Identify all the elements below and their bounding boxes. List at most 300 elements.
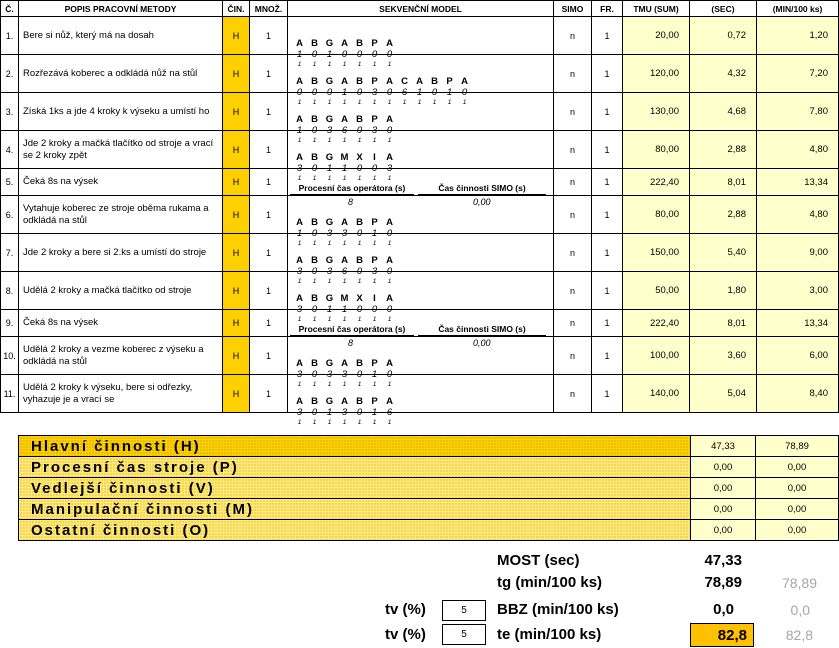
seq-frequency-mark: 1	[342, 60, 347, 68]
summary-min: 0,00	[756, 499, 839, 520]
table-row	[1, 55, 839, 93]
table-row	[1, 234, 839, 272]
seq-index[interactable]: 0	[356, 265, 363, 277]
seq-frequency-mark: 1	[357, 418, 362, 426]
seq-index[interactable]: 3	[326, 124, 333, 136]
col-header-simo: SIMO	[554, 1, 592, 17]
quantity[interactable]: 1	[250, 131, 288, 169]
seq-letter: B	[311, 357, 318, 369]
seq-index[interactable]: 0	[386, 86, 393, 98]
summary-min: 0,00	[756, 478, 839, 499]
seq-letter: B	[311, 151, 318, 163]
seq-letter: A	[296, 75, 303, 87]
frequency[interactable]: 1	[592, 337, 623, 375]
seq-frequency-mark: 1	[372, 380, 377, 388]
seq-letter: X	[356, 151, 363, 163]
summary-min: 0,00	[756, 520, 839, 541]
seq-letter: A	[341, 254, 348, 266]
operator-process-time-value[interactable]: 8	[348, 338, 354, 348]
seq-letter: A	[461, 75, 468, 87]
activity-code[interactable]: H	[223, 234, 250, 272]
operator-process-time-value[interactable]: 8	[348, 197, 354, 207]
time-min-100ks: 8,40	[757, 375, 839, 413]
seq-index[interactable]: 6	[401, 86, 408, 98]
seq-letter: A	[386, 113, 393, 125]
tv-input-1[interactable]: 5	[442, 600, 486, 621]
table-header-row	[1, 1, 839, 17]
quantity[interactable]: 1	[250, 17, 288, 55]
seq-letter: A	[296, 37, 303, 49]
seq-letter: P	[371, 216, 378, 228]
seq-frequency-mark: 1	[387, 60, 392, 68]
seq-index[interactable]: 1	[326, 303, 333, 315]
simo-time-value: 0,00	[473, 197, 491, 207]
method-description[interactable]: Udělá 2 kroky a vezme koberec z výseku a odkládá na stůl	[19, 337, 223, 375]
seq-letter: G	[325, 292, 334, 304]
seq-index[interactable]: 0	[356, 406, 363, 418]
activity-code[interactable]: H	[223, 17, 250, 55]
seq-frequency-mark: 1	[342, 136, 347, 144]
seq-frequency-mark: 1	[312, 174, 317, 182]
seq-index[interactable]: 1	[341, 162, 348, 174]
summary-label: Manipulační činnosti (M)	[19, 499, 691, 520]
summary-row	[19, 478, 839, 499]
seq-index[interactable]: 0	[386, 265, 393, 277]
seq-frequency-mark: 1	[387, 418, 392, 426]
sequence-cell	[288, 196, 554, 247]
seq-index[interactable]: 1	[341, 86, 348, 98]
seq-frequency-mark: 1	[327, 98, 332, 106]
time-min-100ks: 3,00	[757, 272, 839, 310]
quantity[interactable]: 1	[250, 55, 288, 93]
seq-index[interactable]: 3	[371, 265, 378, 277]
seq-letter: A	[341, 37, 348, 49]
seq-frequency-mark: 1	[387, 239, 392, 247]
seq-letter: G	[325, 216, 334, 228]
seq-frequency-mark: 1	[312, 60, 317, 68]
seq-index[interactable]: 0	[311, 48, 318, 60]
seq-index[interactable]: 1	[296, 124, 303, 136]
quantity[interactable]: 1	[250, 337, 288, 375]
frequency[interactable]: 1	[592, 310, 623, 337]
time-sec: 2,88	[690, 196, 757, 234]
seq-letter: I	[373, 151, 376, 163]
simo-time-value: 0,00	[473, 338, 491, 348]
frequency[interactable]: 1	[592, 234, 623, 272]
seq-index[interactable]: 0	[356, 124, 363, 136]
simo-flag[interactable]: n	[554, 93, 592, 131]
seq-index[interactable]: 0	[311, 303, 318, 315]
seq-index[interactable]: 3	[296, 368, 303, 380]
seq-index[interactable]: 3	[341, 368, 348, 380]
seq-frequency-mark: 1	[327, 136, 332, 144]
tmu-sum: 20,00	[623, 17, 690, 55]
seq-index[interactable]: 0	[431, 86, 438, 98]
seq-letter: A	[386, 75, 393, 87]
simo-flag[interactable]: n	[554, 55, 592, 93]
table-row	[1, 17, 839, 55]
col-header-act: ČIN.	[223, 1, 250, 17]
method-description[interactable]: Čeká 8s na výsek	[19, 169, 223, 196]
sequence-cell	[288, 17, 554, 68]
tv-label-2: tv (%)	[385, 626, 426, 643]
seq-frequency-mark: 1	[312, 418, 317, 426]
seq-index[interactable]: 0	[311, 265, 318, 277]
tv-input-2[interactable]: 5	[442, 624, 486, 645]
seq-index[interactable]: 6	[386, 406, 393, 418]
seq-index[interactable]: 0	[311, 406, 318, 418]
seq-frequency-mark: 1	[387, 277, 392, 285]
frequency[interactable]: 1	[592, 272, 623, 310]
seq-index[interactable]: 0	[311, 162, 318, 174]
table-row	[1, 169, 839, 196]
seq-index[interactable]: 1	[446, 86, 453, 98]
method-description[interactable]: Udělá 2 kroky k výseku, bere si odřezky, vyhazuje je a vrací se	[19, 375, 223, 413]
seq-index[interactable]: 3	[371, 86, 378, 98]
quantity[interactable]: 1	[250, 375, 288, 413]
seq-index[interactable]: 0	[386, 303, 393, 315]
col-header-num: Č.	[1, 1, 19, 17]
seq-letter: B	[356, 37, 363, 49]
seq-index[interactable]: 0	[371, 48, 378, 60]
seq-index[interactable]: 1	[296, 48, 303, 60]
tg-grey-value: 78,89	[781, 575, 817, 591]
time-min-100ks: 4,80	[757, 131, 839, 169]
seq-letter: P	[371, 357, 378, 369]
summary-min: 78,89	[756, 436, 839, 457]
seq-letter: B	[356, 113, 363, 125]
seq-index[interactable]: 1	[341, 303, 348, 315]
seq-index[interactable]: 3	[326, 368, 333, 380]
summary-row	[19, 436, 839, 457]
time-sec: 2,88	[690, 131, 757, 169]
seq-index[interactable]: 0	[296, 86, 303, 98]
seq-letter: P	[371, 113, 378, 125]
time-sec: 8,01	[690, 169, 757, 196]
activity-code[interactable]: H	[223, 131, 250, 169]
col-header-sec: (SEC)	[690, 1, 757, 17]
frequency[interactable]: 1	[592, 17, 623, 55]
method-description[interactable]: Udělá 2 kroky a mačká tlačítko od stroje	[19, 272, 223, 310]
method-description[interactable]: Jde 2 kroky a bere si 2.ks a umístí do stroje	[19, 234, 223, 272]
tmu-sum: 80,00	[623, 131, 690, 169]
summary-row	[19, 520, 839, 541]
seq-frequency-mark: 1	[357, 380, 362, 388]
row-number: 7.	[1, 234, 19, 272]
seq-frequency-mark: 1	[402, 98, 407, 106]
seq-index[interactable]: 0	[371, 162, 378, 174]
activity-code[interactable]: H	[223, 196, 250, 234]
seq-letter: M	[340, 292, 349, 304]
activity-code[interactable]: H	[223, 337, 250, 375]
tmu-sum: 140,00	[623, 375, 690, 413]
seq-index[interactable]: 0	[356, 303, 363, 315]
seq-index[interactable]: 0	[311, 124, 318, 136]
seq-letter: A	[341, 395, 348, 407]
seq-frequency-mark: 1	[327, 239, 332, 247]
seq-letter: A	[386, 254, 393, 266]
seq-letter: A	[341, 357, 348, 369]
summary-sec: 0,00	[691, 457, 756, 478]
seq-letter: B	[356, 216, 363, 228]
time-sec: 8,01	[690, 310, 757, 337]
activity-code[interactable]: H	[223, 375, 250, 413]
simo-flag[interactable]: n	[554, 375, 592, 413]
seq-index[interactable]: 3	[326, 265, 333, 277]
seq-frequency-mark: 1	[372, 239, 377, 247]
seq-index[interactable]: 0	[386, 227, 393, 239]
seq-index[interactable]: 0	[311, 227, 318, 239]
seq-frequency-mark: 1	[357, 98, 362, 106]
seq-letter: A	[296, 254, 303, 266]
quantity[interactable]: 1	[250, 234, 288, 272]
seq-letter: G	[325, 357, 334, 369]
seq-frequency-mark: 1	[432, 98, 437, 106]
time-sec: 5,04	[690, 375, 757, 413]
seq-letter: B	[311, 292, 318, 304]
seq-letter: G	[325, 113, 334, 125]
seq-letter: B	[311, 75, 318, 87]
activity-summary-table	[18, 435, 839, 541]
seq-index[interactable]: 0	[311, 86, 318, 98]
row-number: 5.	[1, 169, 19, 196]
simo-flag[interactable]: n	[554, 310, 592, 337]
seq-letter: A	[296, 395, 303, 407]
seq-frequency-mark: 1	[447, 98, 452, 106]
seq-letter: A	[386, 37, 393, 49]
quantity[interactable]: 1	[250, 169, 288, 196]
seq-letter: A	[386, 151, 393, 163]
seq-index[interactable]: 3	[296, 406, 303, 418]
seq-frequency-mark: 1	[342, 277, 347, 285]
seq-index[interactable]: 0	[386, 368, 393, 380]
seq-index[interactable]: 1	[326, 162, 333, 174]
seq-index[interactable]: 3	[341, 227, 348, 239]
seq-index[interactable]: 0	[386, 124, 393, 136]
seq-frequency-mark: 1	[342, 380, 347, 388]
activity-code[interactable]: H	[223, 93, 250, 131]
tmu-sum: 120,00	[623, 55, 690, 93]
summary-min: 0,00	[756, 457, 839, 478]
method-description[interactable]: Čeká 8s na výsek	[19, 310, 223, 337]
seq-frequency-mark: 1	[357, 174, 362, 182]
time-sec: 3,60	[690, 337, 757, 375]
quantity[interactable]: 1	[250, 310, 288, 337]
seq-index[interactable]: 0	[371, 303, 378, 315]
simo-flag[interactable]: n	[554, 272, 592, 310]
seq-frequency-mark: 1	[372, 418, 377, 426]
seq-index[interactable]: 3	[371, 124, 378, 136]
seq-frequency-mark: 1	[342, 315, 347, 323]
seq-letter: P	[371, 395, 378, 407]
seq-index[interactable]: 0	[341, 48, 348, 60]
seq-index[interactable]: 1	[371, 227, 378, 239]
seq-letter: B	[311, 37, 318, 49]
seq-frequency-mark: 1	[312, 380, 317, 388]
frequency[interactable]: 1	[592, 55, 623, 93]
seq-letter: B	[311, 113, 318, 125]
seq-frequency-mark: 1	[357, 315, 362, 323]
seq-letter: C	[401, 75, 408, 87]
seq-index[interactable]: 0	[356, 48, 363, 60]
seq-frequency-mark: 1	[327, 315, 332, 323]
seq-index[interactable]: 3	[296, 303, 303, 315]
tv-label-1: tv (%)	[385, 601, 426, 618]
method-description[interactable]: Jde 2 kroky a mačká tlačítko od stroje a vrací se 2 kroky zpět	[19, 131, 223, 169]
summary-row	[19, 457, 839, 478]
seq-letter: A	[341, 113, 348, 125]
time-min-100ks: 13,34	[757, 169, 839, 196]
seq-index[interactable]: 1	[296, 227, 303, 239]
seq-frequency-mark: 1	[312, 239, 317, 247]
seq-index[interactable]: 0	[356, 227, 363, 239]
tmu-sum: 150,00	[623, 234, 690, 272]
time-min-100ks: 4,80	[757, 196, 839, 234]
seq-letter: X	[356, 292, 363, 304]
method-description[interactable]: Získá 1ks a jde 4 kroky k výseku a umístí ho	[19, 93, 223, 131]
seq-letter: G	[325, 37, 334, 49]
frequency[interactable]: 1	[592, 93, 623, 131]
seq-index[interactable]: 1	[371, 368, 378, 380]
seq-frequency-mark: 1	[372, 98, 377, 106]
frequency[interactable]: 1	[592, 131, 623, 169]
seq-letter: B	[311, 216, 318, 228]
seq-index[interactable]: 0	[356, 86, 363, 98]
seq-index[interactable]: 3	[296, 162, 303, 174]
seq-letter: A	[386, 395, 393, 407]
seq-index[interactable]: 3	[296, 265, 303, 277]
time-min-100ks: 1,20	[757, 17, 839, 55]
col-header-fr: FR.	[592, 1, 623, 17]
seq-frequency-mark: 1	[312, 315, 317, 323]
method-description[interactable]: Bere si nůž, který má na dosah	[19, 17, 223, 55]
seq-index[interactable]: 0	[326, 86, 333, 98]
seq-frequency-mark: 1	[372, 277, 377, 285]
activity-code[interactable]: H	[223, 169, 250, 196]
te-value: 82,8	[690, 623, 754, 647]
seq-frequency-mark: 1	[387, 98, 392, 106]
col-header-desc: POPIS PRACOVNÍ METODY	[19, 1, 223, 17]
seq-letter: A	[296, 151, 303, 163]
row-number: 3.	[1, 93, 19, 131]
simo-flag[interactable]: n	[554, 234, 592, 272]
seq-frequency-mark: 1	[372, 60, 377, 68]
tmu-sum: 222,40	[623, 169, 690, 196]
seq-index[interactable]: 1	[326, 406, 333, 418]
bbz-label: BBZ (min/100 ks)	[497, 601, 619, 618]
table-row	[1, 131, 839, 169]
activity-code[interactable]: H	[223, 272, 250, 310]
method-description[interactable]: Rozřezává koberec a odkládá nůž na stůl	[19, 55, 223, 93]
summary-sec: 0,00	[691, 520, 756, 541]
row-number: 8.	[1, 272, 19, 310]
seq-frequency-mark: 1	[327, 380, 332, 388]
tmu-sum: 222,40	[623, 310, 690, 337]
seq-index[interactable]: 6	[341, 265, 348, 277]
quantity[interactable]: 1	[250, 272, 288, 310]
simo-flag[interactable]: n	[554, 196, 592, 234]
seq-index[interactable]: 1	[371, 406, 378, 418]
frequency[interactable]: 1	[592, 375, 623, 413]
seq-letter: B	[356, 395, 363, 407]
seq-index[interactable]: 6	[341, 124, 348, 136]
summary-sec: 0,00	[691, 499, 756, 520]
summary-sec: 47,33	[691, 436, 756, 457]
frequency[interactable]: 1	[592, 169, 623, 196]
time-sec: 0,72	[690, 17, 757, 55]
simo-flag[interactable]: n	[554, 17, 592, 55]
seq-index[interactable]: 0	[311, 368, 318, 380]
tmu-sum: 130,00	[623, 93, 690, 131]
seq-letter: B	[431, 75, 438, 87]
seq-index[interactable]: 0	[386, 48, 393, 60]
seq-frequency-mark: 1	[297, 277, 302, 285]
row-number: 4.	[1, 131, 19, 169]
quantity[interactable]: 1	[250, 196, 288, 234]
seq-frequency-mark: 1	[327, 277, 332, 285]
seq-frequency-mark: 1	[387, 380, 392, 388]
seq-frequency-mark: 1	[297, 380, 302, 388]
summary-label: Vedlejší činnosti (V)	[19, 478, 691, 499]
seq-index[interactable]: 1	[326, 48, 333, 60]
quantity[interactable]: 1	[250, 93, 288, 131]
simo-time-label: Čas činnosti SIMO (s)	[418, 183, 546, 195]
seq-frequency-mark: 1	[387, 174, 392, 182]
table-row	[1, 337, 839, 375]
row-number: 10.	[1, 337, 19, 375]
seq-frequency-mark: 1	[417, 98, 422, 106]
seq-frequency-mark: 1	[387, 136, 392, 144]
seq-frequency-mark: 1	[327, 60, 332, 68]
seq-letter: A	[386, 357, 393, 369]
seq-index[interactable]: 3	[341, 406, 348, 418]
seq-frequency-mark: 1	[372, 315, 377, 323]
seq-index[interactable]: 3	[326, 227, 333, 239]
summary-label: Hlavní činnosti (H)	[19, 436, 691, 457]
row-number: 1.	[1, 17, 19, 55]
seq-letter: G	[325, 254, 334, 266]
seq-frequency-mark: 1	[297, 136, 302, 144]
seq-letter: P	[446, 75, 453, 87]
col-header-min: (MIN/100 ks)	[757, 1, 839, 17]
summary-sec: 0,00	[691, 478, 756, 499]
row-number: 6.	[1, 196, 19, 234]
seq-index[interactable]: 0	[461, 86, 468, 98]
frequency[interactable]: 1	[592, 196, 623, 234]
activity-code[interactable]: H	[223, 55, 250, 93]
simo-flag[interactable]: n	[554, 169, 592, 196]
seq-frequency-mark: 1	[297, 174, 302, 182]
col-header-seq: SEKVENČNÍ MODEL	[288, 1, 554, 17]
seq-frequency-mark: 1	[342, 239, 347, 247]
simo-flag[interactable]: n	[554, 337, 592, 375]
seq-letter: B	[356, 357, 363, 369]
seq-frequency-mark: 1	[297, 418, 302, 426]
tg-value: 78,89	[704, 574, 742, 591]
time-sec: 5,40	[690, 234, 757, 272]
simo-flag[interactable]: n	[554, 131, 592, 169]
seq-frequency-mark: 1	[372, 174, 377, 182]
seq-index[interactable]: 0	[356, 368, 363, 380]
method-description[interactable]: Vytahuje koberec ze stroje oběma rukama a odkládá na stůl	[19, 196, 223, 234]
activity-code[interactable]: H	[223, 310, 250, 337]
seq-index[interactable]: 3	[386, 162, 393, 174]
seq-frequency-mark: 1	[297, 315, 302, 323]
most-label: MOST (sec)	[497, 552, 580, 569]
seq-index[interactable]: 0	[356, 162, 363, 174]
seq-frequency-mark: 1	[297, 60, 302, 68]
seq-index[interactable]: 1	[416, 86, 423, 98]
